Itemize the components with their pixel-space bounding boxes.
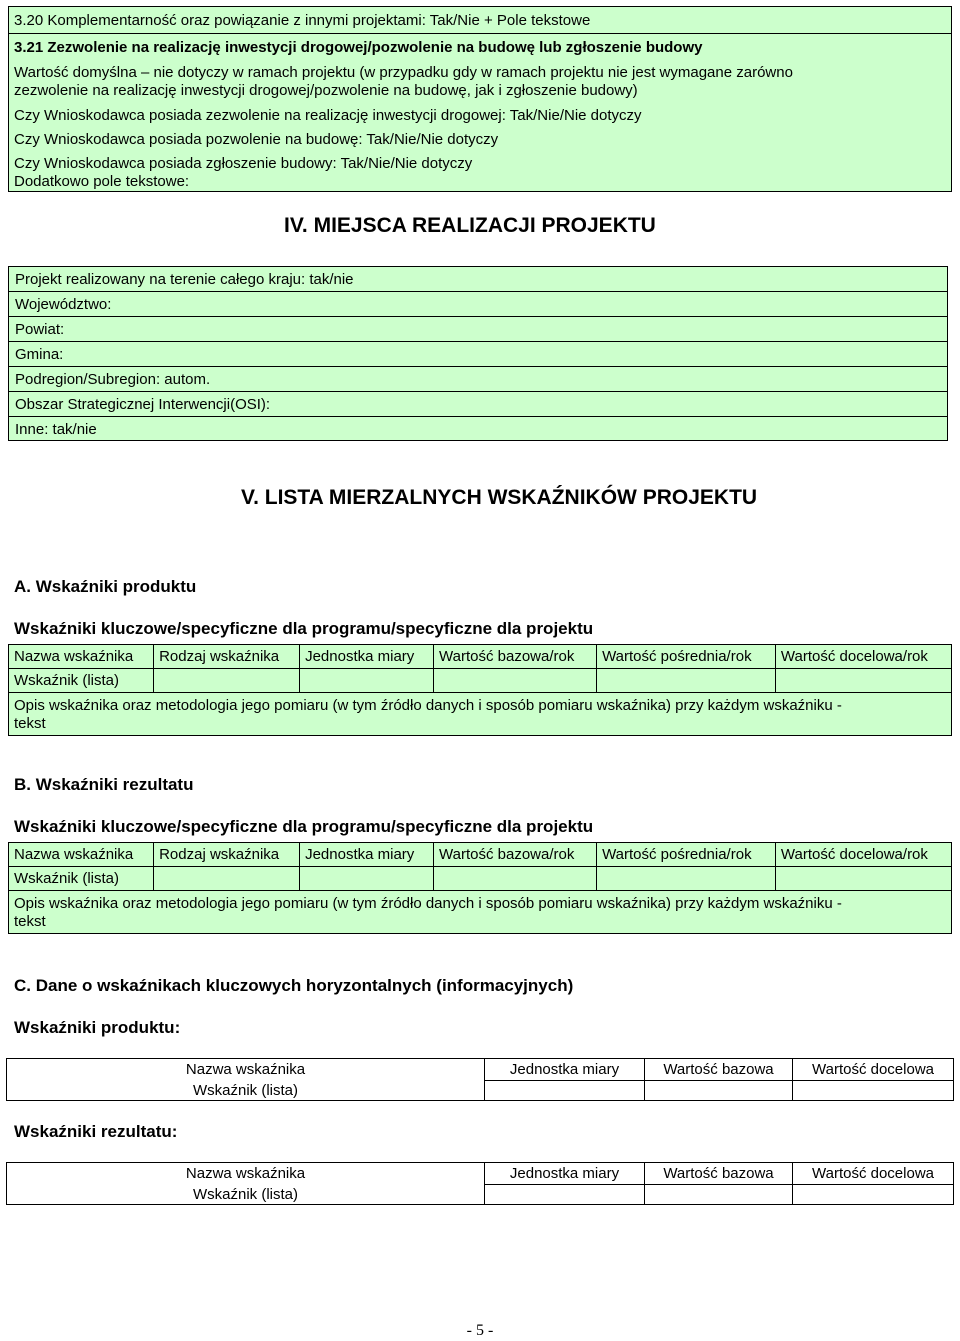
table-cell	[154, 867, 300, 891]
table-cell	[597, 669, 776, 693]
product-indicators-table	[8, 644, 952, 693]
horizontal-result-table	[6, 1162, 954, 1205]
section-3-21-default-line1: Wartość domyślna – nie dotyczy w ramach projektu (w przypadku gdy w ramach projektu nie jest wymagane zarówno	[14, 64, 793, 81]
table-cell	[775, 867, 951, 891]
page-number: - 5 -	[466, 1322, 494, 1339]
column-header: Wartość docelowa/rok	[775, 843, 951, 867]
section-3-20-title: Komplementarność oraz powiązanie z innymi projektami:	[47, 12, 426, 29]
description-line1: Opis wskaźnika oraz metodologia jego pomiaru (w tym źródło danych i sposób pomiaru wskaźnika) przy każdym wskaźniku -	[14, 697, 842, 714]
table-row	[9, 669, 952, 693]
location-row	[9, 392, 947, 417]
table-cell	[645, 1081, 793, 1101]
column-header: Nazwa wskaźnika	[7, 1059, 485, 1081]
location-row-label: Projekt realizowany na terenie całego kraju: tak/nie	[15, 271, 354, 288]
column-header: Wartość docelowa	[793, 1059, 954, 1081]
location-row-label: Inne: tak/nie	[15, 421, 97, 438]
section-3-21-title: 3.21 Zezwolenie na realizację inwestycji drogowej/pozwolenie na budowę lub zgłoszenie budowy	[14, 39, 703, 56]
column-header: Wartość pośrednia/rok	[597, 843, 776, 867]
result-indicator-description	[8, 890, 952, 934]
section-3-21	[8, 33, 952, 192]
column-header: Wartość docelowa/rok	[775, 645, 951, 669]
description-line2: tekst	[14, 715, 46, 732]
location-row-label: Gmina:	[15, 346, 64, 363]
horizontal-product-table	[6, 1058, 954, 1101]
section-b-heading: B. Wskaźniki rezultatu	[14, 775, 194, 794]
location-row	[9, 292, 947, 317]
location-row	[9, 367, 947, 392]
column-header: Jednostka miary	[300, 645, 434, 669]
question-building-notification: Czy Wnioskodawca posiada zgłoszenie budowy: Tak/Nie/Nie dotyczy	[14, 155, 473, 172]
table-header-row	[9, 645, 952, 669]
extra-text-field-label: Dodatkowo pole tekstowe:	[14, 173, 190, 190]
table-cell: Wskaźnik (lista)	[9, 669, 154, 693]
table-cell	[793, 1185, 954, 1205]
table-cell	[485, 1081, 645, 1101]
table-row	[9, 867, 952, 891]
description-line1: Opis wskaźnika oraz metodologia jego pomiaru (w tym źródło danych i sposób pomiaru wskaźnika) przy każdym wskaźniku -	[14, 895, 842, 912]
location-row-label: Podregion/Subregion: autom.	[15, 371, 211, 388]
result-indicators-table	[8, 842, 952, 891]
column-header: Rodzaj wskaźnika	[154, 645, 300, 669]
question-building-permit: Czy Wnioskodawca posiada pozwolenie na budowę: Tak/Nie/Nie dotyczy	[14, 131, 499, 148]
horizontal-result-label: Wskaźniki rezultatu:	[14, 1122, 178, 1141]
column-header: Wartość bazowa	[645, 1059, 793, 1081]
table-cell	[775, 669, 951, 693]
product-indicator-description	[8, 692, 952, 736]
section-3-21-default-line2: zezwolenie na realizację inwestycji drogowej/pozwolenie na budowę, jak i zgłoszenie budowy)	[14, 82, 638, 99]
section-3-20	[8, 6, 952, 34]
location-row	[9, 317, 947, 342]
location-row-label: Powiat:	[15, 321, 65, 338]
column-header: Wartość bazowa/rok	[434, 843, 597, 867]
section-c-heading: C. Dane o wskaźnikach kluczowych horyzontalnych (informacyjnych)	[14, 976, 574, 995]
horizontal-product-label: Wskaźniki produktu:	[14, 1018, 181, 1037]
table-row	[7, 1081, 954, 1101]
section-3-20-options: Tak/Nie + Pole tekstowe	[425, 12, 591, 29]
question-road-permit: Czy Wnioskodawca posiada zezwolenie na realizację inwestycji drogowej: Tak/Nie/Nie dotyczy	[14, 107, 642, 124]
column-header: Wartość bazowa/rok	[434, 645, 597, 669]
table-cell: Wskaźnik (lista)	[9, 867, 154, 891]
table-cell: Wskaźnik (lista)	[7, 1185, 485, 1205]
column-header: Nazwa wskaźnika	[7, 1163, 485, 1185]
column-header: Nazwa wskaźnika	[9, 645, 154, 669]
column-header: Wartość docelowa	[793, 1163, 954, 1185]
description-line2: tekst	[14, 913, 46, 930]
table-header-row	[9, 843, 952, 867]
table-cell	[597, 867, 776, 891]
location-row	[9, 417, 947, 441]
location-row-label: Obszar Strategicznej Interwencji(OSI):	[15, 396, 271, 413]
location-row	[9, 342, 947, 367]
table-cell	[485, 1185, 645, 1205]
table-cell	[434, 669, 597, 693]
location-row	[9, 267, 947, 292]
column-header: Jednostka miary	[485, 1163, 645, 1185]
column-header: Wartość pośrednia/rok	[597, 645, 776, 669]
table-cell	[300, 669, 434, 693]
table-cell	[793, 1081, 954, 1101]
section-a-heading: A. Wskaźniki produktu	[14, 577, 197, 596]
table-cell: Wskaźnik (lista)	[7, 1081, 485, 1101]
column-header: Wartość bazowa	[645, 1163, 793, 1185]
section-v-heading: V. LISTA MIERZALNYCH WSKAŹNIKÓW PROJEKTU	[241, 486, 758, 509]
column-header: Jednostka miary	[300, 843, 434, 867]
table-cell	[154, 669, 300, 693]
table-header-row	[7, 1163, 954, 1185]
table-header-row	[7, 1059, 954, 1081]
table-cell	[300, 867, 434, 891]
table-cell	[645, 1185, 793, 1205]
section-a-subheading: Wskaźniki kluczowe/specyficzne dla programu/specyficzne dla projektu	[14, 619, 594, 638]
location-fields	[8, 266, 948, 441]
section-iv-heading: IV. MIEJSCA REALIZACJI PROJEKTU	[284, 214, 656, 237]
table-cell	[434, 867, 597, 891]
table-row	[7, 1185, 954, 1205]
column-header: Jednostka miary	[485, 1059, 645, 1081]
column-header: Rodzaj wskaźnika	[154, 843, 300, 867]
section-3-20-number: 3.20	[14, 12, 44, 29]
section-b-subheading: Wskaźniki kluczowe/specyficzne dla programu/specyficzne dla projektu	[14, 817, 594, 836]
location-row-label: Województwo:	[15, 296, 112, 313]
column-header: Nazwa wskaźnika	[9, 843, 154, 867]
